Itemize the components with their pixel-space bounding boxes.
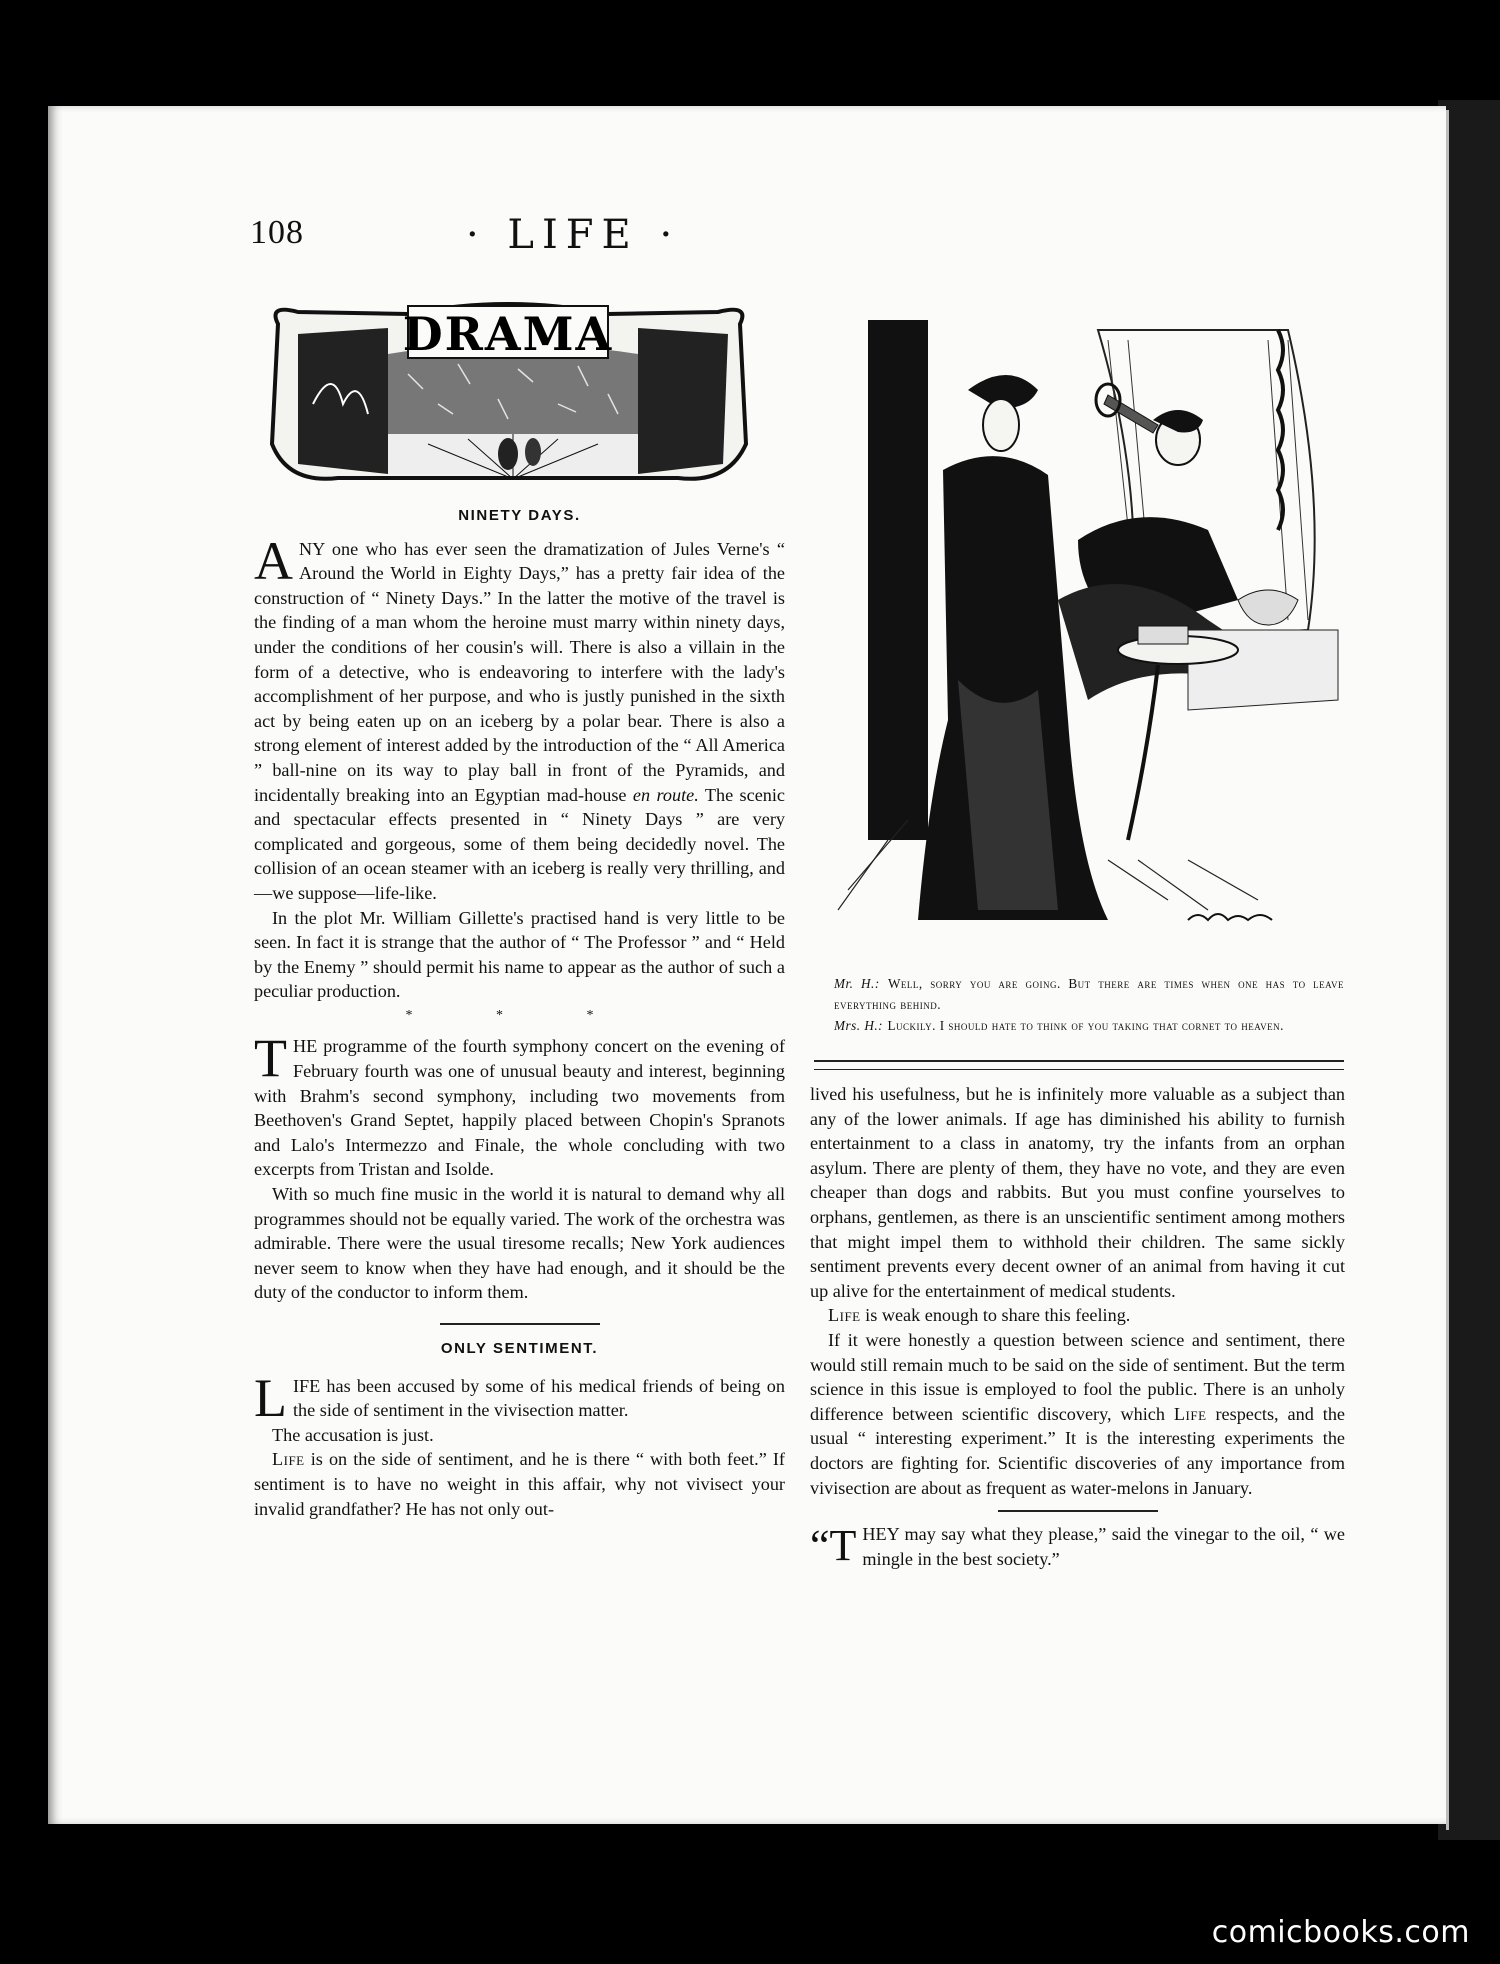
vinegar-text: HEY may say what they please,” said the vinegar to the oil, “ we mingle in the best society.” [862, 1524, 1345, 1569]
section-divider [440, 1323, 600, 1325]
caption-line-1: Well, sorry you are going. But there are times when one has to leave everything behind. [834, 976, 1344, 1012]
dropcap-quote-t: “T [810, 1521, 857, 1571]
caption-speaker-1: Mr. H.: [834, 976, 880, 991]
only-sentiment-article [254, 1367, 785, 1522]
symphony-article [254, 1028, 785, 1305]
dropcap-a: A [254, 530, 293, 591]
ninety-days-paragraph-1: NY one who has ever seen the dramatization of Jules Verne's “ Around the World in Eighty Days,” has a pretty fair idea of the construction of “ Ninety Days.” In the latter the motive of the travel is the finding of a man whom the heroine must marry within ninety days, under the conditions of her cousin's will. There is also a villain in the form of a detective, who is endeavoring to interfere with the lady's accomplishment of her purpose, and who is justly punished in the sixth act by being eaten up on an iceberg by a polar bear. There is also a strong element of interest added by the introduction of the “ All America ” ball-nine on its way to play ball in front of the Pyramids, and incidentally breaking into an Egyptian mad-house [254, 538, 785, 805]
vinegar-joke [810, 1522, 1345, 1571]
banner-title: DRAMA [402, 307, 614, 361]
running-title: · LIFE · [466, 212, 681, 258]
only-sentiment-paragraph-1: IFE has been accused by some of his medical friends of being on the side of sentiment in the vivisection matter. [293, 1375, 785, 1421]
life-smallcaps: Life [272, 1449, 305, 1470]
site-watermark: comicbooks.com [1211, 1915, 1470, 1950]
ninety-days-heading: NINETY DAYS. [458, 507, 581, 524]
life-smallcaps-3: Life [1173, 1403, 1207, 1424]
caption-double-rule [814, 1060, 1344, 1070]
only-sentiment-paragraph-4: is weak enough to share this feeling. [860, 1305, 1131, 1326]
dropcap-l: L [254, 1367, 287, 1428]
drama-banner-illustration [258, 294, 760, 488]
ninety-days-paragraph-1-end: The scenic and spectacular effects presented in “ Ninety Days ” are very complicated and gorgeous, some of them being decidedly novel. The collision of an ocean steamer with an iceberg is really very thrilling, and—we suppose—life-like. [254, 784, 786, 903]
symphony-paragraph-1: HE programme of the fourth symphony concert on the evening of February fourth was one of unusual beauty and interest, beginning with Brahm's second symphony, including two movements from Beethoven's Grand Septet, happily placed between Chopin's Spranots and Lalo's Intermezzo and Finale, the whole concluding with two excerpts from Tristan and Isolde. [254, 1036, 785, 1180]
cartoon-illustration [808, 300, 1348, 952]
page-edge-line [1446, 110, 1449, 1830]
illustration-caption [834, 973, 1344, 1036]
life-smallcaps-2: Life [828, 1305, 861, 1326]
dropcap-t: T [254, 1028, 287, 1089]
en-route-italic: en route. [632, 784, 699, 805]
right-column [810, 1082, 1345, 1571]
page-header [250, 214, 800, 264]
only-sentiment-heading: ONLY SENTIMENT. [440, 1340, 599, 1357]
section-stars: * * * [405, 1007, 634, 1023]
caption-line-2: Luckily. I should hate to think of you taking that cornet to heaven. [887, 1018, 1284, 1033]
caption-speaker-2: Mrs. H.: [834, 1018, 884, 1033]
only-sentiment-paragraph-3: is on the side of sentiment, and he is there “ with both feet.” If sentiment is to have no weight in this affair, why not vivisect your invalid grandfather? He has not only out- [254, 1449, 785, 1519]
section-divider-2 [998, 1510, 1158, 1512]
left-column [254, 504, 785, 1521]
only-sentiment-paragraph-5a: If it were honestly a question between science and sentiment, there would still remain much to be said on the side of sentiment. But the term science in this issue is employed to fool the public. There is an unholy difference between scientific discovery, which [810, 1329, 1345, 1424]
page-number: 108 [250, 214, 304, 251]
only-sentiment-paragraph-5b: respects, and the usual “ interesting experiment.” It is the interesting experiments the doctors are fighting for. Scientific discoveries of any importance from vivisection are about as frequent as water-melons in January. [810, 1403, 1345, 1498]
symphony-paragraph-2: With so much fine music in the world it is natural to demand why all programmes should not be equally varied. The work of the orchestra was admirable. There were the usual tiresome recalls; New York audiences never seem to know when they have had enough, and it should be the duty of the conductor to inform them. [254, 1184, 785, 1303]
only-sentiment-paragraph-3-continued: lived his usefulness, but he is infinitely more valuable as a subject than any of the lower animals. If age has diminished his ability to furnish entertainment to a class in anatomy, try the infants from an orphan asylum. There are plenty of them, they have no vote, and they are even cheaper than dogs and rabbits. But you must confine yourselves to orphans, gentlemen, as there is an unscientific sentiment among mothers that might impel them to withhold their children. The same sickly sentiment prevents every decent owner of an animal from having it cut up alive for the entertainment of medical students. [810, 1084, 1345, 1301]
only-sentiment-paragraph-2: The accusation is just. [272, 1424, 434, 1445]
ninety-days-article [254, 530, 786, 1004]
ninety-days-paragraph-2: In the plot Mr. William Gillette's practised hand is very little to be seen. In fact it is strange that the author of “ The Professor ” and “ Held by the Enemy ” should permit his name to appear as the author of such a peculiar production. [254, 907, 785, 1002]
